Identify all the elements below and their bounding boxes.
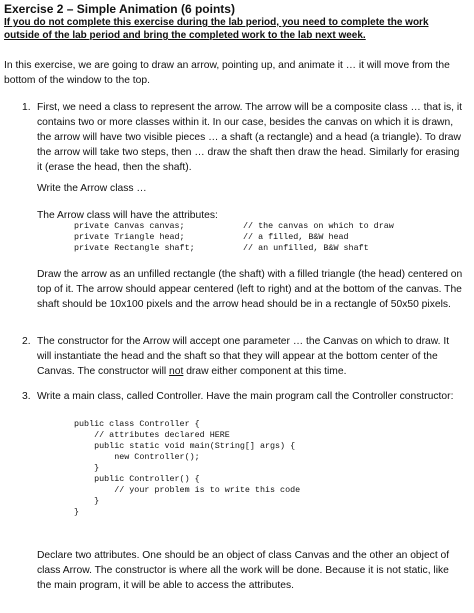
controller-code-block bbox=[74, 419, 300, 518]
attribute-shaft-comment: // an unfilled, B&W shaft bbox=[243, 243, 369, 253]
attribute-shaft-decl: private Rectangle shaft; bbox=[74, 243, 195, 253]
item-1-text: First, we need a class to represent the arrow. The arrow will be a composite class … that is, it contains two or more classes within it. In our case, besides the canvas on which it is drawn, the arrow will have two visible pieces … a shaft (a rectangle) and a head (a triangle). To draw the arrow will take two steps, then … draw the shaft then draw the head. Similarly for erasing it (erase the head, then the shaft). bbox=[37, 102, 463, 173]
completion-warning: If you do not complete this exercise during the lab period, you need to complete the work outside of the lab period and bring the completed work to the lab next week. bbox=[4, 17, 429, 41]
code-line: new Controller(); bbox=[74, 452, 200, 462]
attribute-head-decl: private Triangle head; bbox=[74, 232, 185, 242]
item-2-text-underlined: not bbox=[169, 366, 184, 377]
code-line: } bbox=[74, 507, 80, 517]
code-line: } bbox=[74, 463, 100, 473]
attribute-canvas-decl: private Canvas canvas; bbox=[74, 221, 185, 231]
item-2-number: 2. bbox=[22, 336, 31, 347]
code-line: // attributes declared HERE bbox=[74, 430, 230, 440]
intro-paragraph: In this exercise, we are going to draw an arrow, pointing up, and animate it … it will move from the bottom of the window to the top. bbox=[4, 60, 450, 86]
code-line: } bbox=[74, 496, 100, 506]
attribute-canvas-comment: // the canvas on which to draw bbox=[243, 221, 394, 231]
attribute-head-comment: // a filled, B&W head bbox=[243, 232, 349, 242]
item-2-text bbox=[37, 334, 465, 379]
item-3-text: Write a main class, called Controller. Have the main program call the Controller constructor: bbox=[37, 391, 454, 402]
item-3-number: 3. bbox=[22, 391, 31, 402]
code-line: public Controller() { bbox=[74, 474, 200, 484]
code-line: public static void main(String[] args) { bbox=[74, 441, 296, 451]
item-3-closing-paragraph: Declare two attributes. One should be an object of class Canvas and the other an object of class Arrow. The constructor is where all the work will be done. Because it is not static, like the main program, it will be able to access the attributes. bbox=[37, 550, 450, 591]
code-line: public class Controller { bbox=[74, 419, 200, 429]
item-1-write-label: Write the Arrow class … bbox=[37, 183, 147, 194]
item-1-draw-instructions: Draw the arrow as an unfilled rectangle (the shaft) with a filled triangle (the head) centered on top of it. The arrow should appear centered (left to right) and at the bottom of the canvas. The shaft should be 10x100 pixels and the arrow head should be in a rectangle of 50x50 pixels. bbox=[37, 269, 463, 310]
exercise-title: Exercise 2 – Simple Animation (6 points) bbox=[4, 2, 235, 16]
item-2-text-before: The constructor for the Arrow will accept one parameter … the Canvas on which to draw. It will instantiate the head and the shaft so that they will appear at the bottom center of the Canvas. The constructor will bbox=[37, 336, 450, 377]
item-2-text-after: draw either component at this time. bbox=[183, 366, 347, 377]
code-line: // your problem is to write this code bbox=[74, 485, 301, 495]
item-1-number: 1. bbox=[22, 102, 31, 113]
item-1-attributes-intro: The Arrow class will have the attributes: bbox=[37, 210, 218, 221]
